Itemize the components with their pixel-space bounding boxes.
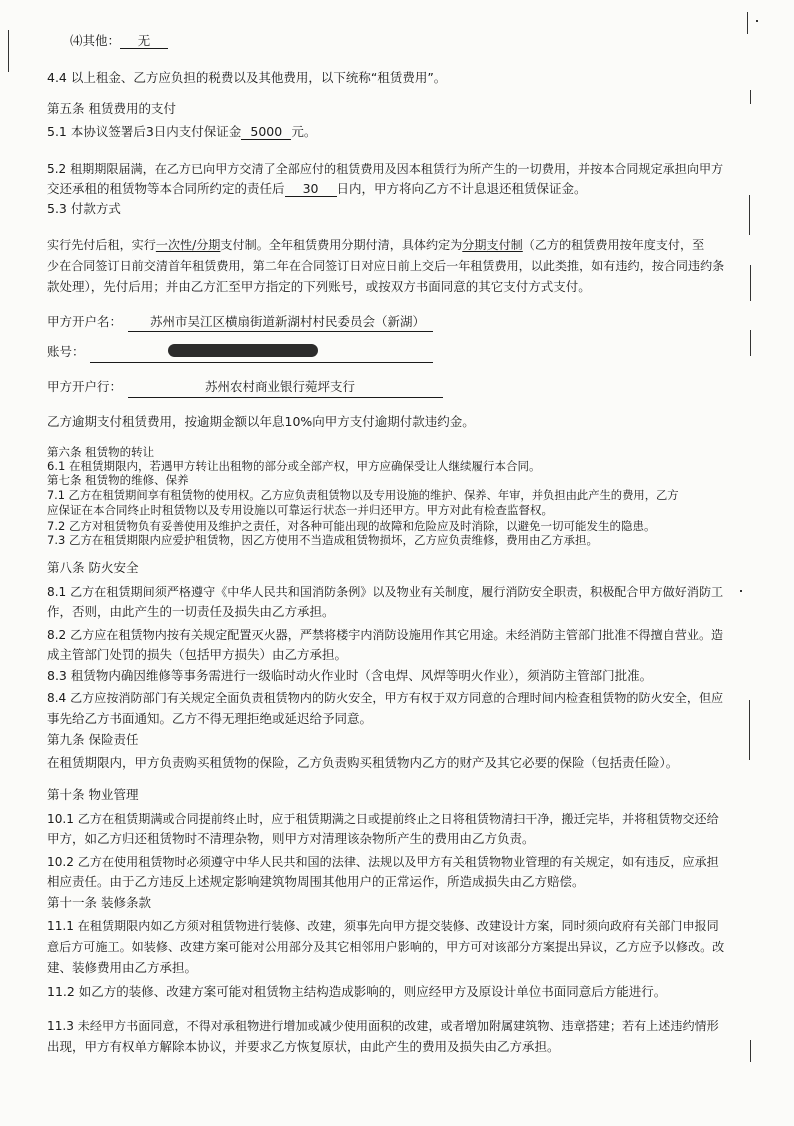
payee-underline	[128, 331, 433, 332]
clause-8-2-line-2: 成主管部门处罚的损失（包括甲方损失）由乙方承担。	[47, 647, 348, 662]
scan-speck	[756, 20, 758, 22]
clause-5-2-line-2: 交还承租的租赁物等本合同所约定的责任后 30 日内，甲方将向乙方不计息退还租赁保证金。	[47, 181, 587, 196]
clause-10-1-line-2: 甲方，如乙方归还租赁物时不清理杂物，则甲方对清理该杂物所产生的费用由乙方负责。	[47, 831, 535, 846]
clause-6-1: 6.1 在租赁期限内，若遇甲方转让出租物的部分或全部产权，甲方应确保受让人继续履行本合同。	[47, 459, 541, 473]
article-7-title: 第七条 租赁物的维修、保养	[47, 473, 189, 487]
article-10-title: 第十条 物业管理	[47, 787, 139, 802]
clause-5-2-line-1: 5.2 租期期限届满，在乙方已向甲方交清了全部应付的租赁费用及因本租赁行为所产生的一切费用，并按本合同规定承担向甲方	[47, 162, 724, 176]
bank-underline	[128, 397, 443, 398]
redacted-account-number	[168, 344, 318, 357]
clause-11-3-line-1: 11.3 未经甲方书面同意，不得对承租物进行增加或减少使用面积的改建，或者增加附属建筑物、违章搭建；若有上述违约情形	[47, 1019, 719, 1033]
deposit-amount: 5000	[241, 124, 291, 140]
payment-mode: 一次性/分期	[155, 238, 221, 252]
clause-7-3: 7.3 乙方在租赁期限内应爱护租赁物，因乙方使用不当造成租赁物损坏，乙方应负责维修，费用由乙方承担。	[47, 533, 598, 547]
article-11-title: 第十一条 装修条款	[47, 895, 151, 910]
scan-edge-mark	[747, 12, 748, 34]
scan-edge-mark	[8, 30, 9, 72]
clause-11-2: 11.2 如乙方的装修、改建方案可能对租赁物主结构造成影响的，则应经甲方及原设计单位书面同意后方能进行。	[47, 984, 667, 999]
payment-line-1: 实行先付后租，实行一次性/分期支付制。全年租赁费用分期付清，具体约定为分期支付制（乙方的租赁费用按年度支付，至	[47, 238, 705, 252]
clause-8-2-line-1: 8.2 乙方应在租赁物内按有关规定配置灭火器，严禁将楼宇内消防设施用作其它用途。未经消防主管部门批准不得擅自营业。造	[47, 628, 724, 642]
article-6-title: 第六条 租赁物的转让	[47, 445, 155, 459]
clause-11-3-line-2: 出现，甲方有权单方解除本协议，并要求乙方恢复原状，由此产生的费用及损失由乙方承担。	[47, 1039, 560, 1054]
clause-10-2-line-2: 相应责任。由于乙方违反上述规定影响建筑物周围其他用户的正常运作，所造成损失由乙方赔偿。	[47, 874, 585, 889]
clause-4-4: 4.4 以上租金、乙方应负担的税费以及其他费用，以下统称“租赁费用”。	[47, 70, 447, 85]
account-underline	[90, 362, 433, 363]
article-8-title: 第八条 防火安全	[47, 560, 139, 575]
clause-11-1-line-3: 建、装修费用由乙方承担。	[47, 960, 198, 975]
clause-8-1-line-2: 作，否则，由此产生的一切责任及损失由乙方承担。	[47, 604, 335, 619]
scan-speck	[740, 590, 742, 592]
late-payment-penalty: 乙方逾期支付租赁费用，按逾期金额以年息10%向甲方支付逾期付款违约金。	[47, 414, 475, 429]
clause-7-2: 7.2 乙方对租赁物负有妥善使用及维护之责任，对各种可能出现的故障和危险应及时消除，以避免一切可能发生的隐患。	[47, 519, 656, 533]
account-label: 账号：	[47, 344, 85, 359]
refund-days: 30	[285, 181, 337, 197]
payee-name-value: 苏州市吴江区横扇街道新湖村村民委员会（新湖）	[150, 314, 426, 329]
bank-label: 甲方开户行：	[47, 379, 123, 394]
insurance-text: 在租赁期限内，甲方负责购买租赁物的保险，乙方负责购买租赁物内乙方的财产及其它必要的保险（包括责任险）。	[47, 755, 679, 770]
bank-value: 苏州农村商业银行菀坪支行	[205, 379, 356, 394]
clause-8-4-line-1: 8.4 乙方应按消防部门有关规定全面负责租赁物内的防火安全，甲方有权于双方同意的合理时间内检查租赁物的防火安全，但应	[47, 691, 724, 705]
clause-8-1-line-1: 8.1 乙方在租赁期间须严格遵守《中华人民共和国消防条例》以及物业有关制度，履行消防安全职责，积极配合甲方做好消防工	[47, 585, 724, 599]
scan-edge-mark	[750, 330, 751, 356]
clause-5-3-title: 5.3 付款方式	[47, 201, 121, 216]
scan-edge-mark	[750, 265, 751, 301]
clause-5-1: 5.1 本协议签署后3日内支付保证金 5000 元。	[47, 124, 317, 139]
scan-edge-mark	[750, 1040, 751, 1062]
clause-10-2-line-1: 10.2 乙方在使用租赁物时必须遵守中华人民共和国的法律、法规以及甲方有关租赁物物业管理的有关规定，如有违反，应承担	[47, 855, 719, 869]
clause-7-1-line-1: 7.1 乙方在租赁期间享有租赁物的使用权。乙方应负责租赁物以及专用设施的维护、保养、年审，并负担由此产生的费用，乙方	[47, 489, 679, 502]
article-9-title: 第九条 保险责任	[47, 732, 139, 747]
clause-10-1-line-1: 10.1 乙方在租赁期满或合同提前终止时，应于租赁期满之日或提前终止之日将租赁物清扫干净，搬迁完毕，并将租赁物交还给	[47, 812, 719, 826]
clause-11-1-line-1: 11.1 在租赁期限内如乙方须对租赁物进行装修、改建，须事先向甲方提交装修、改建设计方案，同时须向政府有关部门申报同	[47, 919, 719, 933]
clause-8-4-line-2: 事先给乙方书面通知。乙方不得无理拒绝或延迟给予同意。	[47, 711, 373, 726]
other-value: 无	[120, 33, 168, 49]
scan-edge-mark	[750, 90, 751, 104]
clause-4-3-other: ⑷其他： 无	[70, 33, 168, 49]
article-5-title: 第五条 租赁费用的支付	[47, 101, 176, 116]
scan-edge-mark	[749, 195, 750, 235]
payment-schedule: 分期支付制	[462, 238, 523, 252]
clause-8-3: 8.3 租赁物内确因维修等事务需进行一级临时动火作业时（含电焊、风焊等明火作业），须消防主管部门批准。	[47, 668, 653, 683]
payee-name-label: 甲方开户名：	[47, 314, 123, 329]
payment-line-3: 款处理），先付后用；并由乙方汇至甲方指定的下列账号，或按双方书面同意的其它支付方式支付。	[47, 279, 591, 294]
scan-edge-mark	[749, 700, 750, 760]
payment-line-2: 少在合同签订日前交清首年租赁费用，第二年在合同签订日对应日前上交后一年租赁费用，以此类推，如有违约，按合同违约条	[47, 259, 725, 273]
clause-11-1-line-2: 意后方可施工。如装修、改建方案可能对公用部分及其它相邻用户影响的，甲方可对该部分方案提出异议，乙方应予以修改。改	[47, 940, 725, 954]
clause-7-1-line-2: 应保证在本合同终止时租赁物以及专用设施以可靠运行状态一并归还甲方。甲方对此有检查监督权。	[47, 503, 553, 517]
